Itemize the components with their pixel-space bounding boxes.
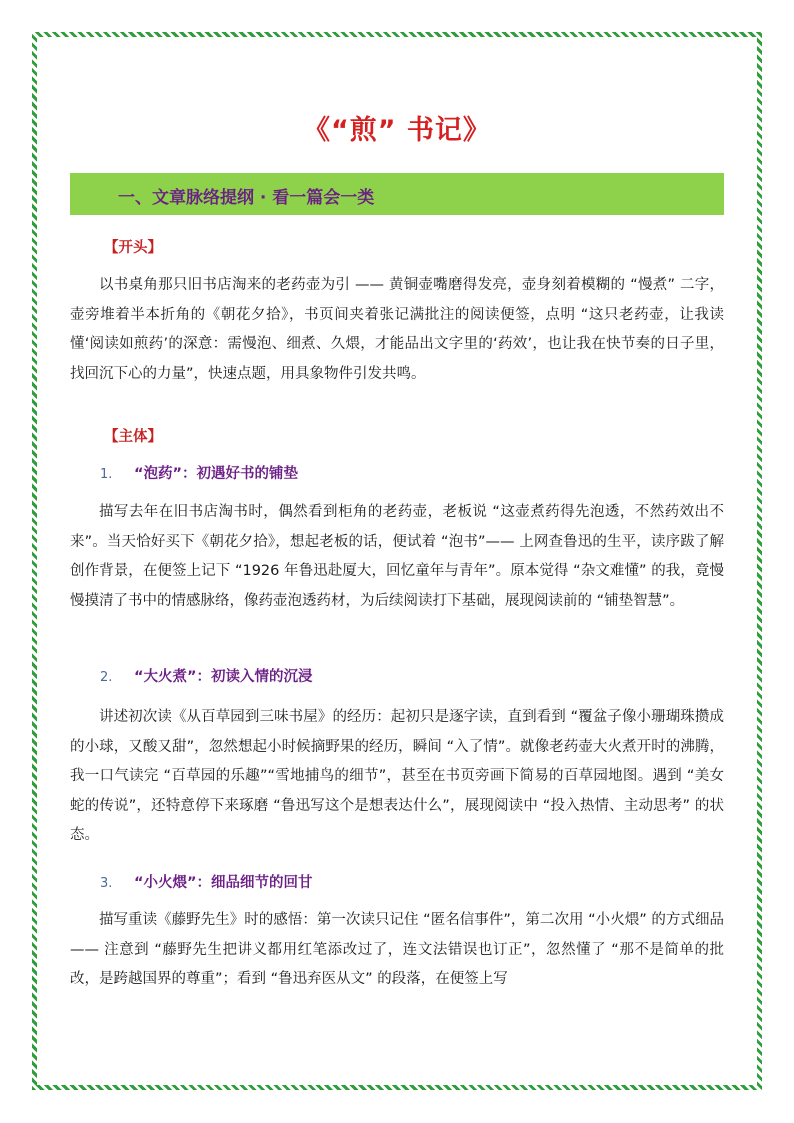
body-label: 【主体】	[104, 429, 162, 445]
opening-paragraph: 以书桌角那只旧书店淘来的老药壶为引 —— 黄铜壶嘴磨得发亮，壶身刻着模糊的 “慢煮” 二字，壶旁堆着半本折角的《朝花夕拾》，书页间夹着张记满批注的阅读便签，点明 “这只老药壶，让我读懂‘阅读如煎药’的深意：需慢泡、细煮、久煨，才能品出文字里的‘药效’，也让我在快节奏的日子里，找回沉下心的力量”，快速点题，用具象物件引发共鸣。	[70, 277, 724, 382]
subheading-3	[100, 871, 313, 892]
subheading-title: “泡药”：初遇好书的铺垫	[134, 466, 299, 482]
subheading-2	[100, 665, 313, 686]
paragraph-2: 讲述初次读《从百草园到三味书屋》的经历：起初只是逐字读，直到看到 “覆盆子像小珊瑚珠攒成的小球，又酸又甜”，忽然想起小时候摘野果的经历，瞬间 “入了情”。就像老药壶大火煮开时的沸腾，我一口气读完 “百草园的乐趣”“雪地捕鸟的细节”，甚至在书页旁画下简易的百草园地图。遇到 “美女蛇的传说”，还特意停下来琢磨 “鲁迅写这个是想表达什么”，展现阅读中 “投入热情、主动思考” 的状态。	[70, 709, 724, 843]
opening-label: 【开头】	[104, 240, 162, 256]
section-header-band	[70, 173, 724, 215]
section-heading: 一、文章脉络提纲 · 看一篇会一类	[118, 188, 375, 208]
subheading-number: 3.	[100, 876, 113, 891]
paragraph-3: 描写重读《藤野先生》时的感悟：第一次读只记住 “匿名信事件”，第二次用 “小火煨” 的方式细品 —— 注意到 “藤野先生把讲义都用红笔添改过了，连文法错误也订正”，忽然懂了 “那不是简单的批改，是跨越国界的尊重”；看到 “鲁迅弃医从文” 的段落，在便签上写	[70, 912, 724, 987]
subheading-1	[100, 462, 298, 483]
subheading-title: “小火煨”：细品细节的回甘	[134, 875, 313, 891]
paragraph-1: 描写去年在旧书店淘书时，偶然看到柜角的老药壶，老板说 “这壶煮药得先泡透，不然药效出不来”。当天恰好买下《朝花夕拾》，想起老板的话，便试着 “泡书”—— 上网查鲁迅的生平，读序跋了解创作背景，在便签上记下 “1926 年鲁迅赴厦大，回忆童年与青年”。原本觉得 “杂文难懂” 的我，竟慢慢摸清了书中的情感脉络，像药壶泡透药材，为后续阅读打下基础，展现阅读前的 “铺垫智慧”。	[70, 504, 724, 609]
subheading-number: 1.	[100, 467, 113, 482]
subheading-title: “大火煮”：初读入情的沉浸	[134, 669, 313, 685]
page-title: 《“煎” 书记》	[303, 115, 491, 146]
subheading-number: 2.	[100, 670, 113, 685]
